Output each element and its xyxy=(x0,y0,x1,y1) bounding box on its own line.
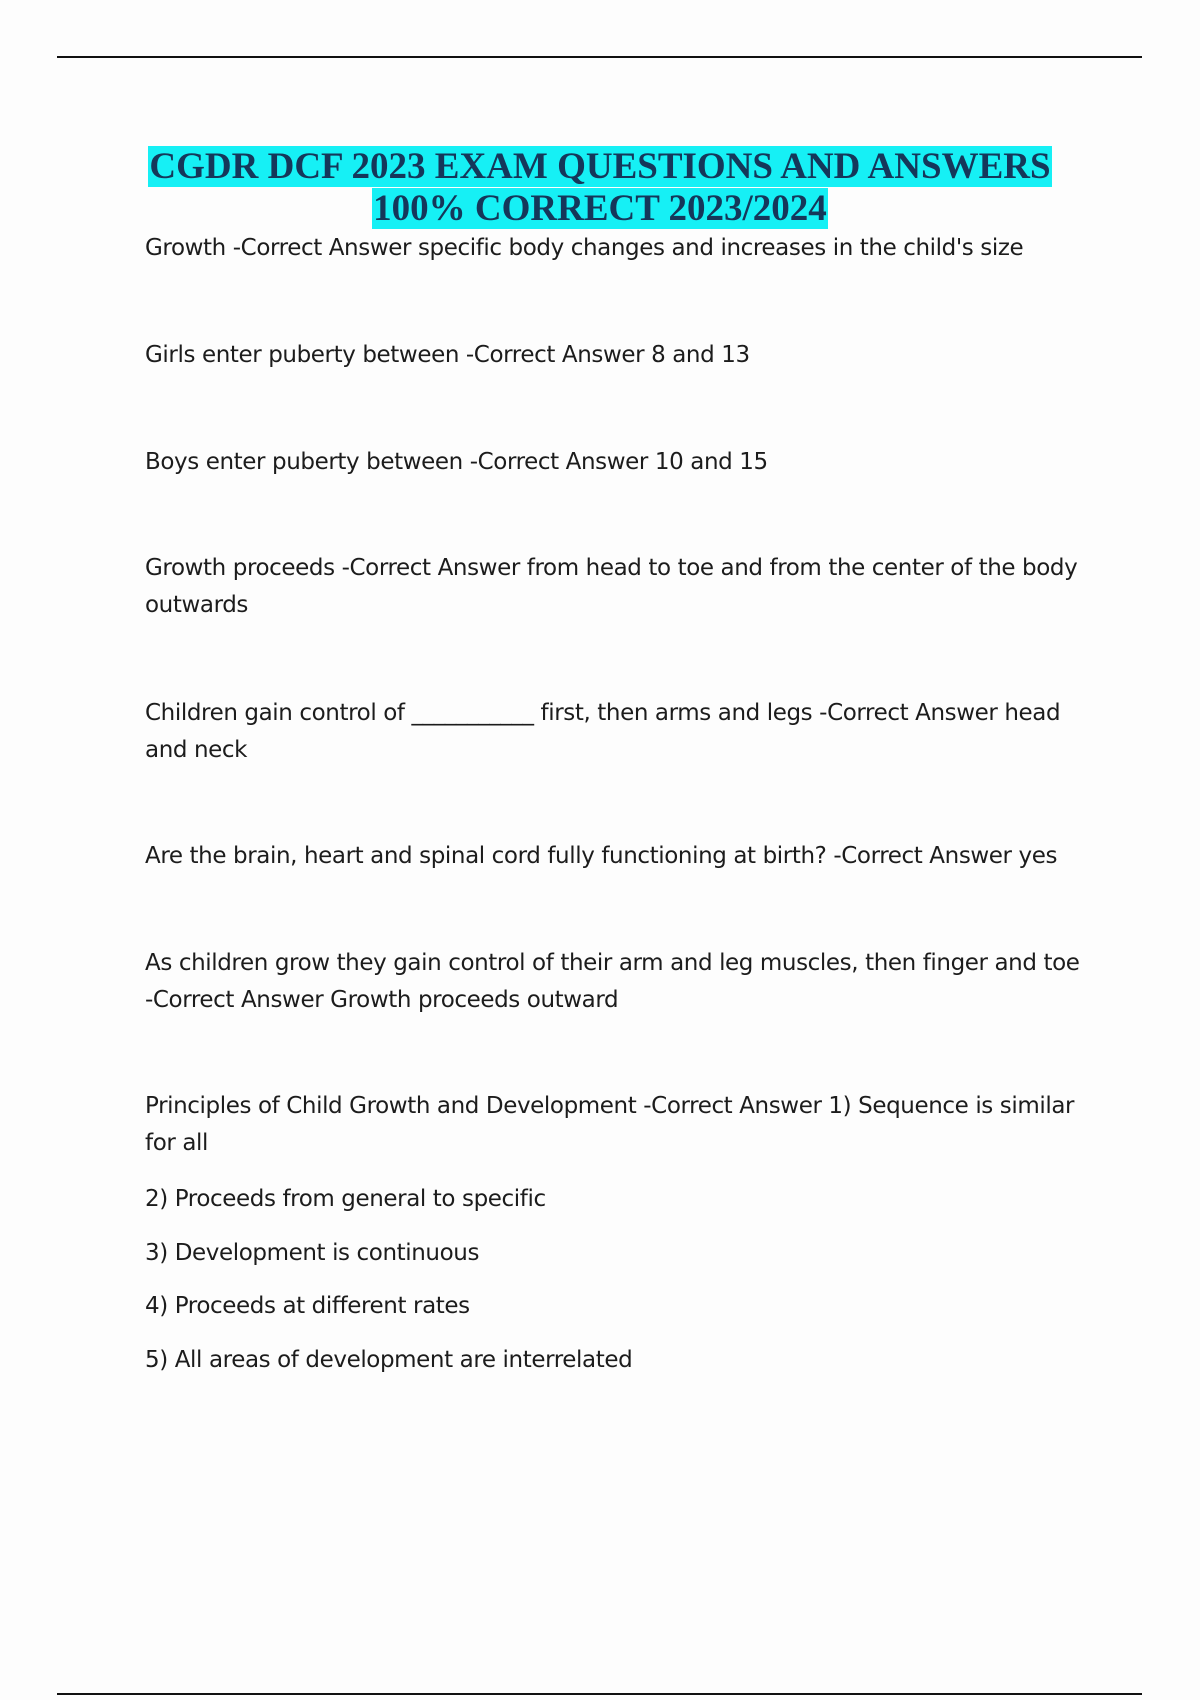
top-rule xyxy=(57,56,1142,58)
qa-item-girls-puberty: Girls enter puberty between -Correct Answer 8 and 13 xyxy=(145,342,750,368)
bottom-rule xyxy=(57,1693,1142,1695)
qa-item-boys-puberty: Boys enter puberty between -Correct Answer 10 and 15 xyxy=(145,449,768,475)
title-line-2: 100% CORRECT 2023/2024 xyxy=(373,188,827,229)
qa-item-principles: Principles of Child Growth and Development -Correct Answer 1) Sequence is similar for all xyxy=(145,1093,1075,1156)
qa-item-growth: Growth -Correct Answer specific body changes and increases in the child's size xyxy=(145,235,1024,261)
principle-item: 4) Proceeds at different rates xyxy=(145,1293,470,1319)
qa-item-muscle-control: As children grow they gain control of their arm and leg muscles, then finger and toe -Correct Answer Growth proceeds outward xyxy=(145,950,1080,1013)
qa-item-control-first: Children gain control of ___________ first, then arms and legs -Correct Answer head and neck xyxy=(145,700,1061,763)
title-line-1: CGDR DCF 2023 EXAM QUESTIONS AND ANSWERS xyxy=(149,146,1051,187)
principle-item: 2) Proceeds from general to specific xyxy=(145,1186,546,1212)
principle-item: 5) All areas of development are interrelated xyxy=(145,1347,633,1373)
qa-item-brain-heart: Are the brain, heart and spinal cord fully functioning at birth? -Correct Answer yes xyxy=(145,843,1058,869)
document-title xyxy=(0,146,1200,230)
qa-item-growth-proceeds: Growth proceeds -Correct Answer from head to toe and from the center of the body outwards xyxy=(145,555,1078,618)
principle-item: 3) Development is continuous xyxy=(145,1240,480,1266)
